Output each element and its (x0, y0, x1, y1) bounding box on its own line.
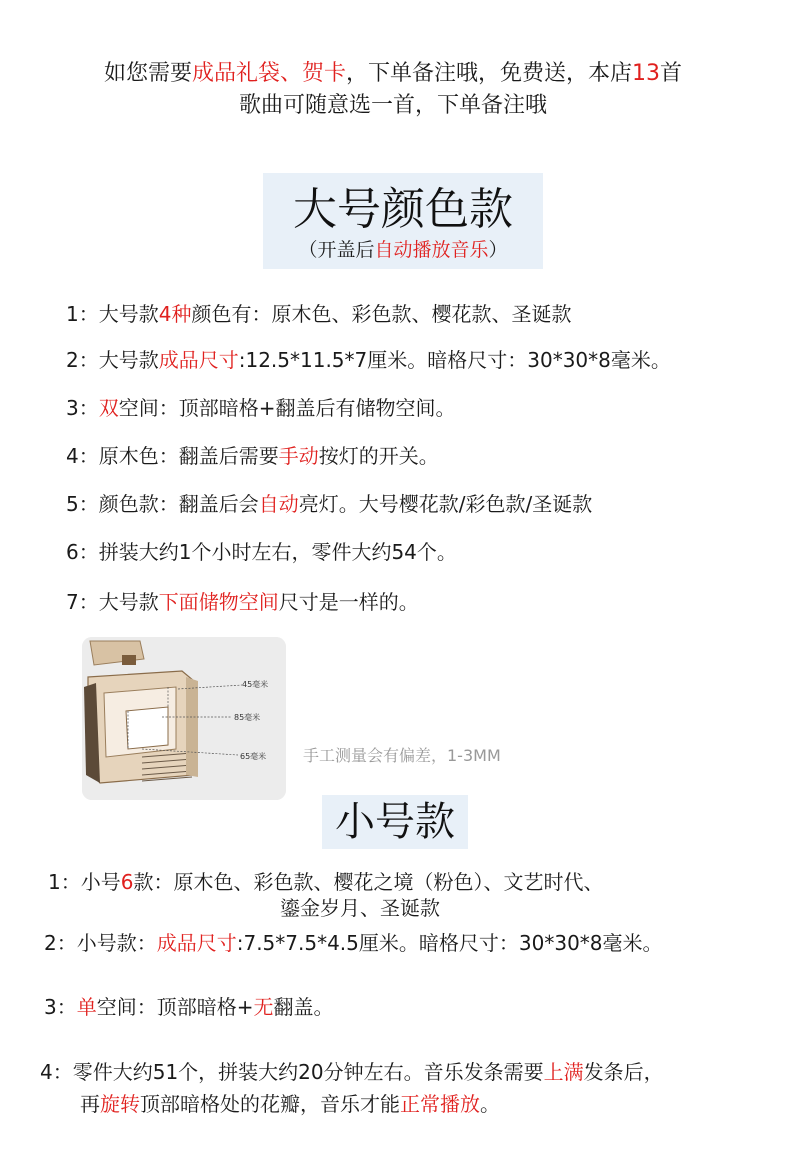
highlight-text: 成品尺寸 (156, 931, 237, 955)
text-run: 1：大号款 (66, 302, 159, 326)
text-run: ） (488, 239, 508, 261)
intro-line-2 (0, 89, 786, 123)
dimension-label-45: 45毫米 (242, 680, 269, 689)
text-run: 如您需要 (103, 61, 192, 86)
small-item-4 (40, 1058, 664, 1086)
highlight-text: 13 (632, 61, 661, 86)
text-run: 3： (44, 995, 77, 1019)
highlight-text: 6 (120, 870, 134, 894)
dimension-label-65: 65毫米 (240, 752, 267, 761)
small-section-title: 小号款 (335, 799, 455, 845)
text-run: 2：小号款： (44, 931, 157, 955)
highlight-text: 4种 (158, 302, 192, 326)
text-run: 1：小号 (48, 870, 121, 894)
highlight-text: 双 (98, 396, 119, 420)
text-run: 翻盖。 (273, 995, 334, 1019)
highlight-text: 自动播放音乐 (374, 239, 489, 261)
text-run: 空间：顶部暗格+翻盖后有储物空间。 (118, 396, 456, 420)
small-item-1-cont (280, 894, 440, 922)
text-run: （开盖后 (298, 239, 375, 261)
text-run: 尺寸是一样的。 (278, 590, 419, 614)
highlight-text: 旋转 (100, 1092, 140, 1116)
product-dimension-photo (82, 637, 286, 800)
text-run: :12.5*11.5*7厘米。暗格尺寸：30*30*8毫米。 (238, 348, 671, 372)
text-run: 空间：顶部暗格+ (96, 995, 254, 1019)
highlight-text: 无 (253, 995, 274, 1019)
text-run: 5：颜色款：翻盖后会 (66, 492, 259, 516)
large-item-1 (66, 300, 571, 328)
large-item-3 (66, 394, 456, 422)
highlight-text: 成品礼袋、贺卡 (191, 61, 346, 86)
text-run: 颜色有：原木色、彩色款、樱花款、圣诞款 (191, 302, 572, 326)
small-item-1 (48, 868, 603, 896)
text-run: 。 (480, 1092, 500, 1116)
text-run: 款：原木色、彩色款、樱花之境（粉色）、文艺时代、 (133, 870, 604, 894)
text-run: ，下单备注哦，免费送，本店 (346, 61, 633, 86)
small-item-2 (44, 929, 663, 957)
small-section-title-box (322, 795, 468, 849)
dimension-label-85: 85毫米 (234, 713, 261, 722)
text-run: 发条后， (583, 1060, 664, 1084)
small-item-3 (44, 993, 334, 1021)
large-item-4 (66, 442, 439, 470)
small-item-4-cont (80, 1090, 500, 1118)
text-run: 4：零件大约51个，拼装大约20分钟左右。音乐发条需要 (40, 1060, 544, 1084)
text-run: 6：拼装大约1个小时左右，零件大约54个。 (66, 540, 457, 564)
text-run: 按灯的开关。 (318, 444, 439, 468)
text-run: 亮灯。大号樱花款/彩色款/圣诞款 (298, 492, 593, 516)
highlight-text: 成品尺寸 (158, 348, 239, 372)
text-run: 首 (660, 61, 683, 86)
large-item-2 (66, 346, 671, 374)
text-run: 7：大号款 (66, 590, 159, 614)
highlight-text: 自动 (258, 492, 299, 516)
highlight-text: 正常播放 (400, 1092, 480, 1116)
text-run: 4：原木色：翻盖后需要 (66, 444, 279, 468)
large-item-5 (66, 490, 592, 518)
text-run: 再 (80, 1092, 100, 1116)
text-run: 歌曲可随意选一首，下单备注哦 (238, 93, 547, 118)
large-item-6 (66, 538, 457, 566)
measurement-note: 手工测量会有偏差，1-3MM (303, 746, 501, 765)
highlight-text: 手动 (278, 444, 319, 468)
highlight-text: 下面储物空间 (158, 590, 279, 614)
large-section-title: 大号颜色款 (293, 184, 513, 235)
music-box-illustration (82, 637, 286, 800)
intro-line-1 (0, 57, 786, 91)
text-run: 顶部暗格处的花瓣，音乐才能 (140, 1092, 400, 1116)
large-section-title-box (263, 173, 543, 269)
highlight-text: 单 (76, 995, 97, 1019)
highlight-text: 上满 (543, 1060, 584, 1084)
text-run: 3： (66, 396, 99, 420)
text-run: :7.5*7.5*4.5厘米。暗格尺寸：30*30*8毫米。 (236, 931, 663, 955)
large-section-subtitle (263, 237, 543, 263)
text-run: 鎏金岁月、圣诞款 (280, 896, 440, 920)
large-item-7 (66, 588, 419, 616)
text-run: 2：大号款 (66, 348, 159, 372)
